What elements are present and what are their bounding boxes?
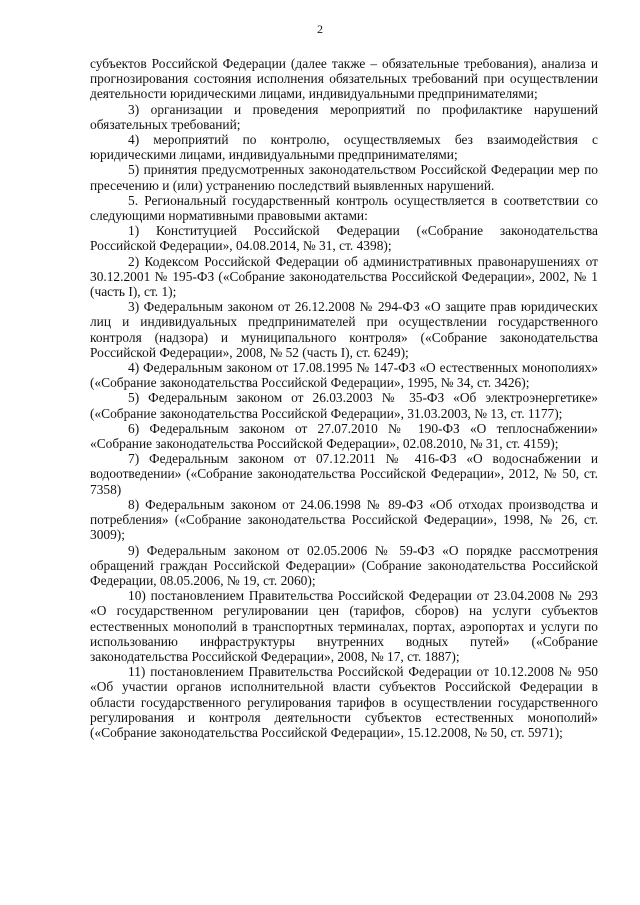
paragraph: 6) Федеральным законом от 27.07.2010 № 190-ФЗ «О теплоснабжении» «Собрание законодательства Российской Федерации», 02.08.2010, № 31, ст. 4159); [90,420,598,452]
paragraph: 5) Федеральным законом от 26.03.2003 № 35-ФЗ «Об электроэнергетике» («Собрание законодательства Российской Федерации», 31.03.2003, № 13, ст. 1177); [90,390,598,421]
paragraph: субъектов Российской Федерации (далее также – обязательные требования), анализа и прогнозирования состояния исполнения обязательных требований при осуществлении деятельности юридическими лицами, индивидуальными предпринимателями; [90,56,598,102]
paragraph: 4) Федеральным законом от 17.08.1995 № 147-ФЗ «О естественных монополиях» («Собрание законодательства Российской Федерации», 1995, № 34, ст. 3426); [90,360,598,391]
paragraph: 4) мероприятий по контролю, осуществляемых без взаимодействия с юридическими лицами, индивидуальными предпринимателями; [90,132,598,163]
paragraph: 9) Федеральным законом от 02.05.2006 № 59-ФЗ «О порядке рассмотрения обращений граждан Российской Федерации» (Собрание законодательства Российской Федерации, 08.05.2006, № 19, ст. 2060); [90,542,598,588]
paragraph: 1) Конституцией Российской Федерации («Собрание законодательства Российской Федерации», 04.08.2014, № 31, ст. 4398); [90,223,598,254]
paragraph: 7) Федеральным законом от 07.12.2011 № 416-ФЗ «О водоснабжении и водоотведении» («Собрание законодательства Российской Федерации», 2012, № 50, ст. 7358) [90,451,598,497]
paragraph: 3) организации и проведения мероприятий по профилактике нарушений обязательных требований; [90,101,598,132]
document-body [90,56,598,740]
paragraph: 3) Федеральным законом от 26.12.2008 № 294-ФЗ «О защите прав юридических лиц и индивидуальных предпринимателей при осуществлении государственного контроля (надзора) и муниципального контроля» («Собрание законодательства Российской Федерации», 2008, № 52 (часть I), ст. 6249); [90,299,598,360]
paragraph: 11) постановлением Правительства Российской Федерации от 10.12.2008 № 950 «Об участии органов исполнительной власти субъектов Российской Федерации в области государственного регулирования тарифов в осуществлении государственного регулирования и контроля деятельности субъектов естественных монополий» («Собрание законодательства Российской Федерации», 15.12.2008, № 50, ст. 5971); [90,664,598,740]
page-number: 2 [317,22,323,36]
paragraph: 5. Региональный государственный контроль осуществляется в соответствии со следующими нормативными правовыми актами: [90,192,598,224]
paragraph: 10) постановлением Правительства Российской Федерации от 23.04.2008 № 293 «О государственном регулировании цен (тарифов, сборов) на услуги субъектов естественных монополий в транспортных терминалах, портах, аэропортах и услуги по использованию инфраструктуры внутренних водных путей» («Собрание законодательства Российской Федерации», 2008, № 17, ст. 1887); [90,588,598,664]
paragraph: 2) Кодексом Российской Федерации об административных правонарушениях от 30.12.2001 № 195-ФЗ («Собрание законодательства Российской Федерации», 2002, № 1 (часть I), ст. 1); [90,253,598,300]
paragraph: 5) принятия предусмотренных законодательством Российской Федерации мер по пресечению и (или) устранению последствий выявленных нарушений. [90,162,598,193]
paragraph: 8) Федеральным законом от 24.06.1998 № 89-ФЗ «Об отходах производства и потребления» («Собрание законодательства Российской Федерации», 1998, № 26, ст. 3009); [90,496,598,543]
